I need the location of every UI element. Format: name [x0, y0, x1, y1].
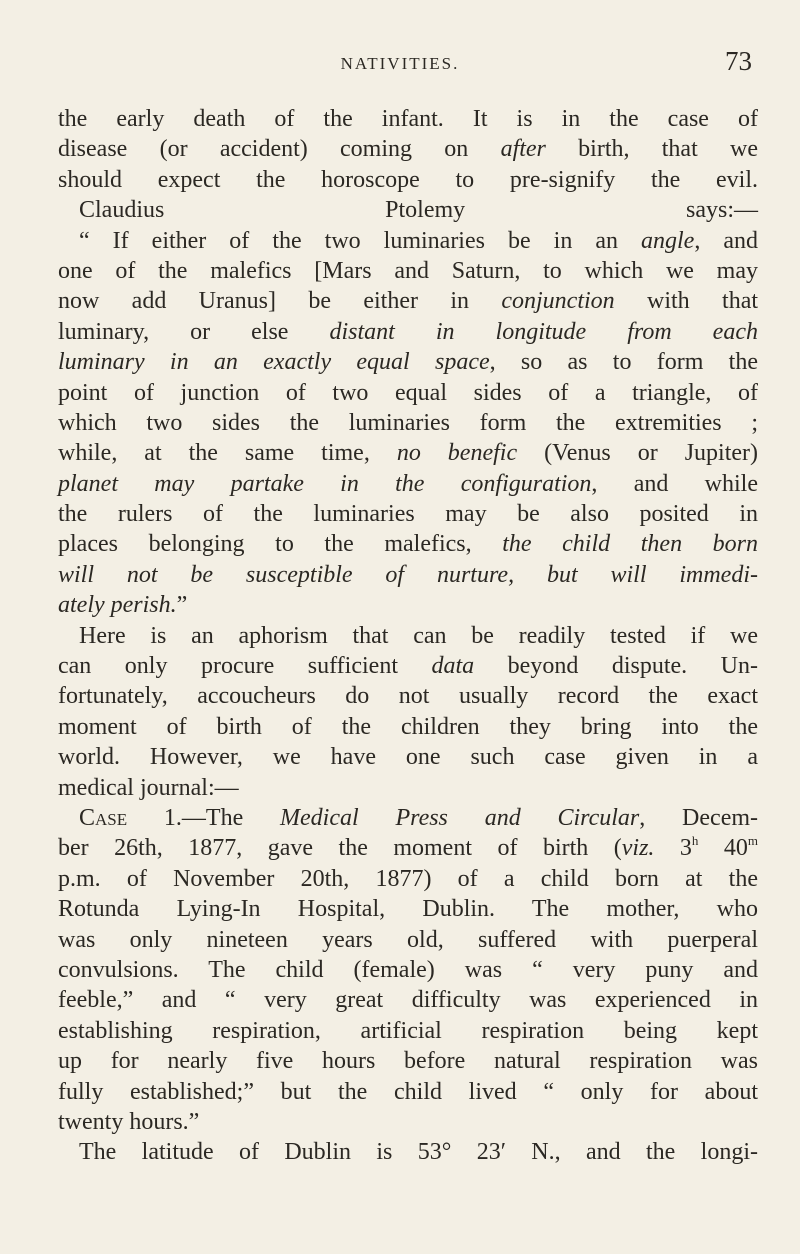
text-line: [58, 165, 758, 195]
text-run: , so as to form the: [489, 349, 758, 376]
text-line: [58, 286, 758, 316]
text-line: [58, 529, 758, 559]
text-run: twenty hours.”: [58, 1108, 200, 1135]
text-line: [58, 742, 758, 772]
text-line: [58, 1016, 758, 1046]
small-caps-run: Case: [79, 804, 128, 831]
italic-run: data: [431, 653, 475, 680]
text-line: [58, 773, 758, 803]
text-line: [58, 347, 758, 377]
text-run: medical journal:—: [58, 774, 239, 801]
text-line: [58, 438, 758, 468]
italic-run: Medical Press and Circular: [280, 804, 640, 831]
text-run: 1.—The: [127, 804, 281, 831]
text-line: [58, 681, 758, 711]
text-run: (Venus or Jupiter): [517, 440, 759, 467]
text-line: [58, 925, 758, 955]
text-line: [58, 590, 758, 620]
text-run: luminary, or else: [58, 318, 330, 345]
text-line: [58, 1077, 758, 1107]
text-line: [58, 560, 758, 590]
text-run: fortunately, accoucheurs do not usually record the exact: [58, 683, 758, 710]
italic-run: conjunction: [501, 288, 615, 315]
text-line: [58, 712, 758, 742]
text-run: ber 26th, 1877, gave the moment of birth (: [58, 835, 622, 862]
text-line: [58, 864, 758, 894]
text-line: [58, 833, 758, 863]
text-run: 3: [654, 835, 692, 862]
text-run: the rulers of the luminaries may be also posited in: [58, 501, 758, 528]
text-run: now add Uranus] be either in: [58, 288, 502, 315]
text-run: The latitude of Dublin is 53° 23′ N., and the longi-: [79, 1139, 758, 1166]
text-run: which two sides the luminaries form the extremities ;: [58, 409, 758, 436]
text-line: [58, 317, 758, 347]
italic-run: will not be susceptible of nurture, but will immedi-: [58, 561, 758, 588]
text-line: [58, 1107, 758, 1137]
text-line: [58, 195, 758, 225]
text-line: [58, 134, 758, 164]
text-run: establishing respiration, artificial respiration being kept: [58, 1017, 758, 1044]
running-head: NATIVITIES.: [340, 54, 460, 73]
text-run: point of junction of two equal sides of a triangle, of: [58, 379, 758, 406]
text-line: [58, 256, 758, 286]
text-line: [58, 378, 758, 408]
italic-run: no benefic: [396, 440, 518, 467]
italic-run: viz.: [621, 835, 655, 862]
text-line: [58, 803, 758, 833]
page-header: [0, 46, 800, 86]
text-line: [58, 651, 758, 681]
text-run: world. However, we have one such case given in a: [58, 744, 758, 771]
text-line: [58, 469, 758, 499]
text-line: [58, 499, 758, 529]
italic-run: distant in longitude from each: [329, 318, 758, 345]
italic-run: ately perish.: [58, 592, 177, 619]
text-run: Rotunda Lying-In Hospital, Dublin. The mother, who: [58, 896, 758, 923]
text-run: beyond dispute. Un-: [474, 653, 758, 680]
text-run: disease (or accident) coming on: [58, 136, 501, 163]
text-line: [58, 408, 758, 438]
text-line: [58, 985, 758, 1015]
text-run: places belonging to the malefics,: [58, 531, 503, 558]
italic-run: planet may partake in the configuration: [58, 470, 592, 497]
text-run: was only nineteen years old, suffered with puerperal: [58, 926, 758, 953]
text-run: p.m. of November 20th, 1877) of a child born at the: [58, 865, 758, 892]
text-run: feeble,” and “ very great difficulty was experienced in: [58, 987, 758, 1014]
italic-run: luminary in an exactly equal space: [58, 349, 490, 376]
body-text: [58, 104, 758, 1168]
text-run: can only procure sufficient: [58, 653, 432, 680]
text-run: birth, that we: [545, 136, 758, 163]
superscript: m: [747, 833, 759, 849]
text-line: [58, 621, 758, 651]
text-run: “ If either of the two luminaries be in an: [79, 227, 641, 254]
text-line: [58, 1137, 758, 1167]
text-line: [58, 894, 758, 924]
text-run: convulsions. The child (female) was “ very puny and: [58, 956, 758, 983]
italic-run: angle: [641, 227, 695, 254]
superscript: h: [691, 833, 699, 849]
text-run: 40: [698, 835, 748, 862]
text-line: [58, 104, 758, 134]
italic-run: after: [500, 136, 546, 163]
text-run: the early death of the infant. It is in the case of: [58, 106, 758, 132]
text-run: with that: [614, 288, 759, 315]
italic-run: the child then born: [502, 531, 759, 558]
text-run: , and: [694, 227, 758, 254]
text-run: moment of birth of the children they bring into the: [58, 713, 758, 740]
text-run: , Decem-: [639, 804, 759, 831]
text-line: [58, 226, 758, 256]
text-run: , and while: [591, 470, 758, 497]
text-run: while, at the same time,: [58, 440, 397, 467]
text-run: up for nearly five hours before natural respiration was: [58, 1048, 758, 1075]
text-run: Here is an aphorism that can be readily tested if we: [79, 622, 758, 649]
text-run: ”: [176, 592, 188, 619]
text-run: fully established;” but the child lived “ only for about: [58, 1078, 758, 1105]
text-run: Claudius Ptolemy says:—: [79, 197, 758, 224]
page-number: 73: [725, 46, 752, 76]
text-line: [58, 1046, 758, 1076]
text-line: [58, 955, 758, 985]
text-run: should expect the horoscope to pre-signify the evil.: [58, 166, 758, 193]
text-run: one of the malefics [Mars and Saturn, to which we may: [58, 257, 758, 284]
